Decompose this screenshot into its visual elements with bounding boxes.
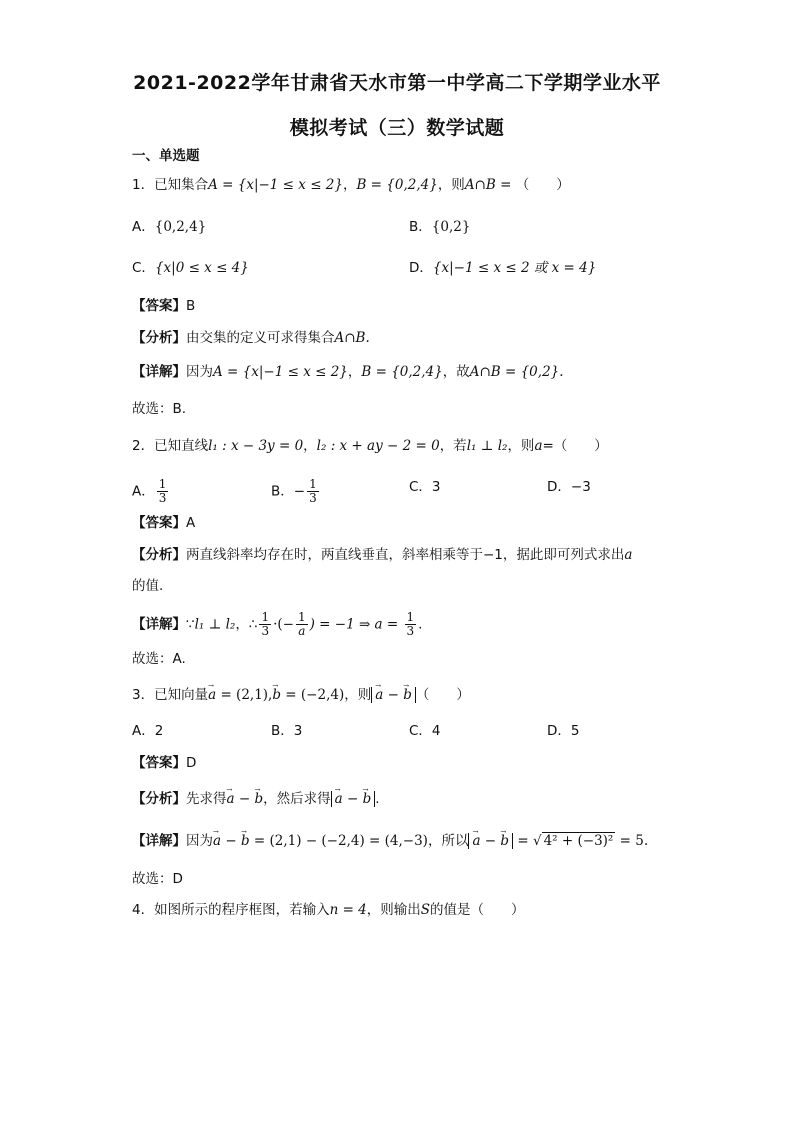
q2-answer: 【答案】A: [132, 515, 196, 531]
q2-stem: 2．已知直线l₁ : x − 3y = 0，l₂ : x + ay − 2 = 0，若l₁ ⊥ l₂，则a=（ ）: [132, 438, 608, 454]
q3-stem: 3．已知向量→ a = (2,1),→ b = (−2,4)，则→ a − → b （ ）: [132, 686, 470, 704]
q3-option-b: B．3: [271, 723, 303, 739]
q2-analysis-line1: 【分析】两直线斜率均存在时，两直线垂直，斜率相乘等于−1，据此即可列式求出a: [132, 547, 633, 563]
q2-choice: 故选：A.: [132, 651, 186, 667]
q1-stem: 1．已知集合A = {x|−1 ≤ x ≤ 2}，B = {0,2,4}，则A∩B = （ ）: [132, 177, 570, 193]
q2-option-b: B．− $\frac{1}{3}$: [271, 477, 317, 505]
q2-detail: 【详解】∵l₁ ⊥ l₂，∴ $\frac{1}{3}$ ·(− $\frac{1}{a}$ ) = −1 ⇒ a = $\frac{1}{3}$ .: [132, 610, 423, 638]
q1-choice: 故选：B.: [132, 401, 187, 417]
q4-stem: 4．如图所示的程序框图，若输入n = 4，则输出S的值是（ ）: [132, 902, 525, 918]
exam-title-line2: 模拟考试（三）数学试题: [289, 117, 505, 139]
q3-option-c: C．4: [409, 723, 441, 739]
section-heading: 一、单选题: [132, 148, 200, 164]
q1-option-c: C．{x|0 ≤ x ≤ 4}: [132, 260, 249, 276]
q2-option-d: D．−3: [547, 479, 591, 495]
q3-answer: 【答案】D: [132, 755, 197, 771]
q3-option-d: D．5: [547, 723, 580, 739]
q3-analysis: 【分析】先求得→ a − → b，然后求得→ a − → b .: [132, 790, 380, 808]
q1-option-d: D．{x|−1 ≤ x ≤ 2 或 x = 4}: [409, 260, 597, 276]
q1-detail: 【详解】因为A = {x|−1 ≤ x ≤ 2}，B = {0,2,4}，故A∩B = {0,2}.: [132, 364, 564, 380]
exam-title-line1: 2021-2022学年甘肃省天水市第一中学高二下学期学业水平: [133, 72, 661, 94]
q2-option-a: A． $\frac{1}{3}$: [132, 477, 167, 505]
q3-detail: 【详解】因为→ a − → b = (2,1) − (−2,4) = (4,−3)，所以→ a − → b = √ 4² + (−3)² = 5.: [132, 832, 648, 850]
q1-option-b: B．{0,2}: [409, 219, 471, 235]
q1-analysis: 【分析】由交集的定义可求得集合A∩B.: [132, 330, 370, 346]
q1-answer: 【答案】B: [132, 298, 196, 314]
q2-analysis-line2: 的值.: [132, 578, 164, 594]
q1-option-a: A．{0,2,4}: [132, 219, 207, 235]
q2-option-c: C．3: [409, 479, 441, 495]
q3-choice: 故选：D: [132, 871, 183, 887]
q3-option-a: A．2: [132, 723, 164, 739]
